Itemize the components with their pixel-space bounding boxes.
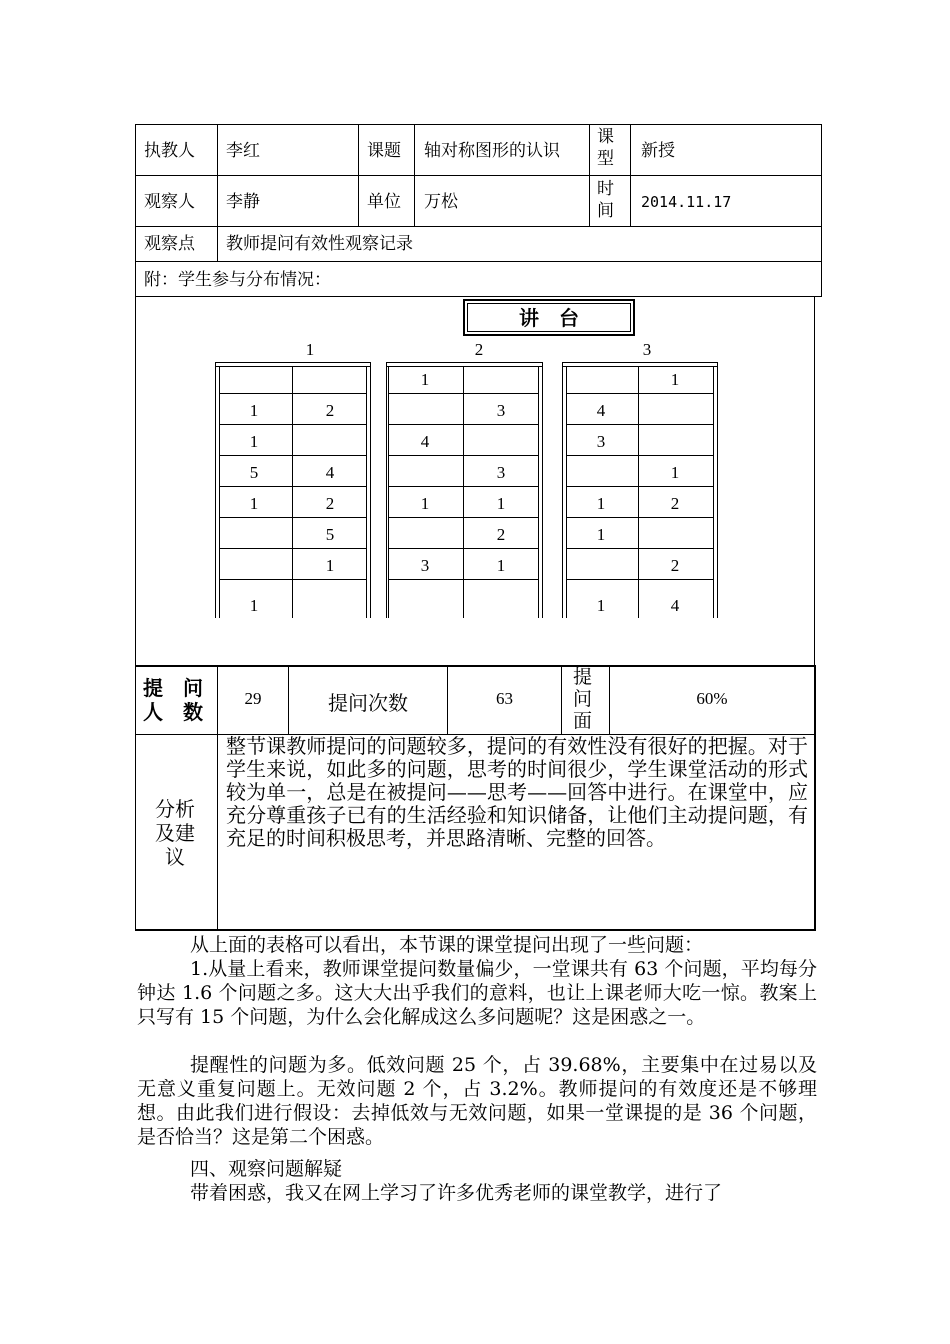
seat-g2-r2-c2: 3 (496, 401, 506, 420)
seat-g2-r1-c1: 1 (420, 370, 430, 389)
paragraph-4: 四、观察问题解疑 (190, 1158, 343, 1180)
attachment-label: 附：学生参与分布情况： (144, 270, 331, 290)
question-count-label: 提问次数 (328, 691, 408, 715)
value-time: 2014.11.17 (641, 193, 732, 211)
label-lesson-type: 课型 (597, 127, 614, 169)
paragraph-1: 从上面的表格可以看出，本节课的课堂提问出现了一些问题： (190, 934, 704, 956)
seat-g1-r6-c2: 5 (325, 525, 335, 544)
group-label-3: 3 (642, 340, 652, 359)
seat-g1-r2-c1: 1 (249, 401, 259, 420)
seat-g3-r4-c2: 1 (670, 463, 680, 482)
seat-g3-r3-c1: 3 (596, 432, 606, 451)
value-observation-point: 教师提问有效性观察记录 (226, 234, 413, 254)
seat-g3-r8-c2: 4 (670, 596, 680, 615)
paragraph-2: 1.从量上看来，教师课堂提问数量偏少，一堂课共有 63 个问题，平均每分钟达 1.6 个问题之多。这大大出乎我们的意料，也让上课老师大吃一惊。教案上只写有 15 个问题，为什么会化解成这么多问题呢？这是困惑之一。 (137, 958, 817, 1028)
seat-g2-r4-c2: 3 (496, 463, 506, 482)
label-topic: 课题 (367, 141, 401, 161)
value-topic: 轴对称图形的认识 (424, 141, 560, 161)
analysis-label: 分析及建议 (155, 797, 195, 869)
group-label-1: 1 (305, 340, 315, 359)
seat-g1-r7-c2: 1 (325, 556, 335, 575)
coverage-label: 提问面 (573, 666, 593, 732)
seat-g3-r2-c1: 4 (596, 401, 606, 420)
seat-g3-r1-c2: 1 (670, 370, 680, 389)
seat-g3-r7-c2: 2 (670, 556, 680, 575)
value-unit: 万松 (424, 192, 458, 212)
value-teacher: 李红 (226, 141, 260, 161)
seat-g3-r5-c2: 2 (670, 494, 680, 513)
seat-g2-r7-c2: 1 (496, 556, 506, 575)
seat-g2-r3-c1: 4 (420, 432, 430, 451)
paragraph-3: 提醒性的问题为多。低效问题 25 个，占 39.68%，主要集中在过易以及无意义重复问题上。无效问题 2 个，占 3.2%。教师提问的有效度还是不够理想。由此我们进行假设：去掉低效与无效问题，如果一堂课提的是 36 个问题，是否恰当？这是第二个困惑。 (137, 1054, 817, 1148)
seat-g1-r5-c2: 2 (325, 494, 335, 513)
coverage-value: 60% (696, 689, 728, 708)
seat-g2-r5-c2: 1 (496, 494, 506, 513)
question-count-value: 63 (496, 689, 513, 708)
podium (463, 299, 635, 336)
asked-students-value: 29 (244, 689, 262, 708)
paragraph-5: 带着困惑，我又在网上学习了许多优秀老师的课堂教学，进行了 (190, 1182, 723, 1204)
seat-g3-r8-c1: 1 (596, 596, 606, 615)
label-time: 时间 (597, 179, 614, 221)
seat-g2-r6-c2: 2 (496, 525, 506, 544)
value-observer: 李静 (226, 192, 260, 212)
group-label-2: 2 (474, 340, 484, 359)
seat-g3-r5-c1: 1 (596, 494, 606, 513)
seat-g1-r2-c2: 2 (325, 401, 335, 420)
analysis-text: 整节课教师提问的问题较多，提问的有效性没有很好的把握。对于学生来说，如此多的问题，思考的时间很少，学生课堂活动的形式较为单一，总是在被提问——思考——回答中进行。在课堂中，应充分尊重孩子已有的生活经验和知识储备，让他们主动提问题，有充足的时间积极思考，并思路清晰、完整的回答。 (226, 734, 808, 850)
label-teacher: 执教人 (144, 141, 195, 161)
seat-g1-r3-c1: 1 (249, 432, 259, 451)
value-lesson-type: 新授 (641, 141, 675, 161)
label-observer: 观察人 (144, 192, 195, 212)
seat-g1-r8-c1: 1 (249, 596, 259, 615)
podium-label: 讲 台 (519, 306, 579, 330)
asked-students-label: 提 问人 数 (143, 676, 203, 724)
seat-g1-r4-c1: 5 (249, 463, 259, 482)
seat-g2-r7-c1: 3 (420, 556, 430, 575)
seat-g3-r6-c1: 1 (596, 525, 606, 544)
seat-g1-r4-c2: 4 (325, 463, 335, 482)
label-observation-point: 观察点 (144, 234, 195, 254)
label-unit: 单位 (367, 192, 401, 212)
seat-g1-r5-c1: 1 (249, 494, 259, 513)
seat-g2-r5-c1: 1 (420, 494, 430, 513)
